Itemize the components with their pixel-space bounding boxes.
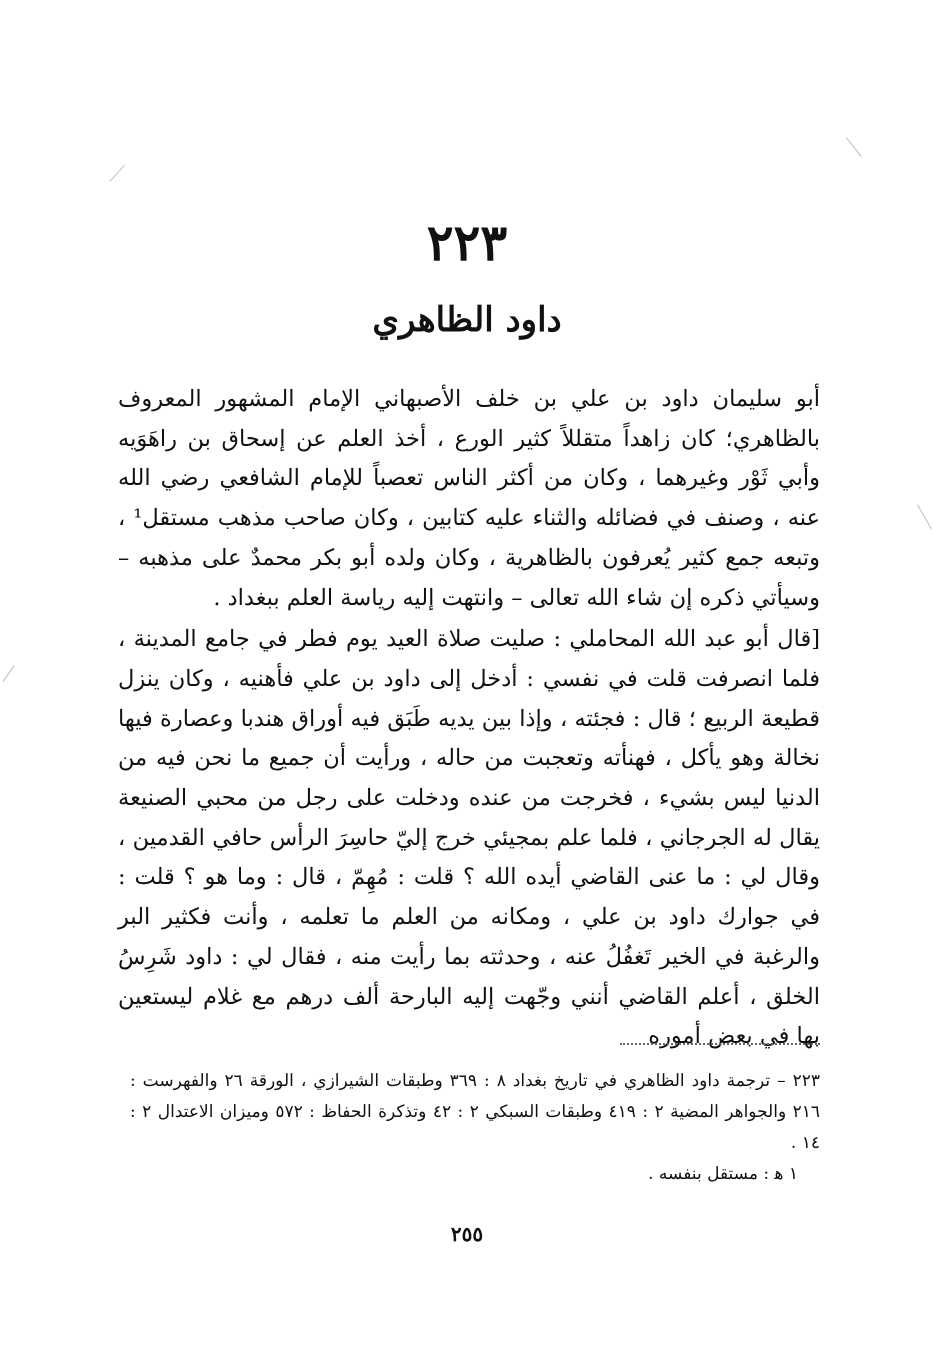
entry-number: ٢٢٣ xyxy=(426,213,508,272)
footnote-variant: ١ ﻫ : مستقل بنفسه . xyxy=(648,1164,798,1184)
entry-title: داود الظاهري xyxy=(372,300,562,340)
margin-mark-top-right xyxy=(846,137,862,157)
footnotes xyxy=(130,1066,820,1190)
footnote-separator xyxy=(620,1043,820,1045)
margin-mark-top-left xyxy=(109,165,124,182)
page-number: ٢٥٥ xyxy=(450,1222,484,1246)
body-text xyxy=(118,380,820,1057)
margin-mark-left xyxy=(3,665,15,682)
paragraph-biography: أبو سليمان داود بن علي بن خلف الأصبهاني الإمام المشهور المعروف بالظاهري؛ كان زاهداً متقللاً كثير الورع ، أخذ العلم عن إسحاق بن راهَوَيه وأبي ثَوْر وغيرهما ، وكان من أكثر الناس تعصباً للإمام الشافعي رضي الله عنه ، وصنف في فضائله والثناء عليه كتابين ، وكان صاحب مذهب مستقل¹ ، وتبعه جمع كثير يُعرفون بالظاهرية ، وكان ولده أبو بكر محمدٌ على مذهبه – وسيأتي ذكره إن شاء الله تعالى – وانتهت إليه رياسة العلم ببغداد . xyxy=(118,386,820,611)
footnote-sources: ٢٢٣ – ترجمة داود الظاهري في تاريخ بغداد ٨ : ٣٦٩ وطبقات الشيرازي ، الورقة ٢٦ والفهرست : ٢١٦ والجواهر المضية ٢ : ٤١٩ وطبقات السبكي ٢ : ٤٢ وتذكرة الحفاظ : ٥٧٢ وميزان الاعتدال ٢ : ١٤ . xyxy=(130,1071,821,1153)
paragraph-anecdote: [قال أبو عبد الله المحاملي : صليت صلاة العيد يوم فطر في جامع المدينة ، فلما انصرفت قلت في نفسي : أدخل إلى داود بن علي فأهنيه ، وكان ينزل قطيعة الربيع ؛ قال : فجئته ، وإذا بين يديه طَبَق فيه أوراق هندبا وعصارة فيها نخالة وهو يأكل ، فهنأته وتعجبت من حاله ، ورأيت أن جميع ما نحن فيه من الدنيا ليس بشيء ، فخرجت من عنده ودخلت على رجل من محبي الصنيعة يقال له الجرجاني ، فلما علم بمجيئي خرج إليّ حاسِرَ الرأس حافي القدمين ، وقال لي : ما عنى القاضي أيده الله ؟ قلت : مُهِمّ ، قال : وما هو ؟ قلت : في جوارك داود بن علي ، ومكانه من العلم ما تعلمه ، وأنت فكثير البر والرغبة في الخير تَغفُلُ عنه ، وحدثته بما رأيت منه ، فقال لي : داود شَرِسُ الخلق ، أعلم القاضي أنني وجّهت إليه البارحة ألف درهم مع غلام ليستعين بها في بعض أموره xyxy=(118,626,820,1050)
margin-mark-right xyxy=(917,505,932,530)
